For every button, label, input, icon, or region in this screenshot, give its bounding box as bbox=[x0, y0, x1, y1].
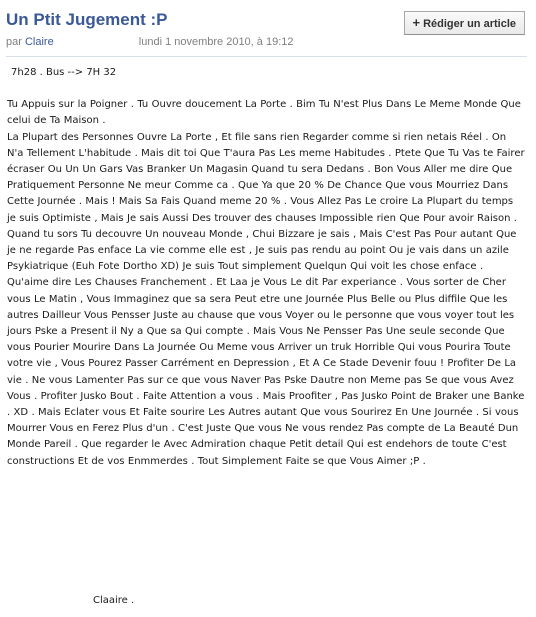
redacted-area bbox=[54, 35, 136, 47]
note-header bbox=[0, 0, 536, 56]
note-body bbox=[7, 65, 525, 470]
paragraph-1: Tu Appuis sur la Poigner . Tu Ouvre doucement La Porte . Bim Tu N'est Plus Dans Le Meme Monde Que celui de Ta Maison . bbox=[7, 99, 521, 127]
header-divider bbox=[6, 56, 527, 57]
byline-prefix: par bbox=[6, 36, 22, 48]
note-byline bbox=[6, 35, 294, 48]
paragraph-2: La Plupart des Personnes Ouvre La Porte , Et file sans rien Regarder comme si rien netais Réel . On N'a Tellement L'habitude . Mais dit toi Que T'aura Pas Les meme Habitudes . Ptete Que Tu Vas te Fairer écraser Ou Un Un Gars Vas Branker Un Magasin Quand tu sera Dedans . Bon Vous Aller me dire Que Pratiquement Personne Ne meur Comme ca . Que Ya que 20 % De Chance Que vous Mourriez Dans Cette Journée . Mais ! Mais Sa Fais Quand meme 20 % . Vous Allez Pas Le croire La Plupart du temps je suis Optimiste , Mais Je sais Aussi Des trouver des chauses Impossible rien Que Pour avoir Raison . Quand tu sors Tu decouvre Un nouveau Monde , Chui Bizzare je sais , Mais C'est Pas Pour autant Que je ne regarde Pas enface La vie comme elle est , Je suis pas rendu au point Ou je vais dans un azile Psykiatrique (Euh Fote Dortho XD) Je suis Tout simplement Quelqun Qui voit les chose enface . Qu'aime dire Les Chauses Franchement . Et Laa je Vous Le dit Par experiance . Vous sorter de Cher vous Le Matin , Vous Immaginez que sa sera Peut etre une Journée Plus Belle ou Plus diffile Que les autres Dailleur Vous Pensser Juste au chause que vous Voyer ou le personne que vous voyer tout les jours Pske a Present il Ny a Que sa Qui compte . Mais Vous Ne Pensser Pas Une seule seconde Que vous Pourier Mourire Dans La Journée Ou Meme vous Arriver un truk Horrible Qui vous Pourira Toute votre vie , Vous Pourez Passer Carrément en Depression , Et A Ce Stade Devenir fouu ! Profiter De La vie . Ne vous Lamenter Pas sur ce que vous Naver Pas Pske Dautre non Meme pas Se que vous Avez Vous . Profiter Jusko Bout . Faite Attention a vous . Mais Proofiter , Pas Jusko Point de Braker une Banke . XD . Mais Eclater vous Et Faite sourire Les Autres autant Que vous Sourirez En Une Journée . Si vous Mourrer Vous en Ferez Plus d'un . C'est Juste Que vous Ne vous rendez Pas compte de La Beauté Dun Monde Pareil . Que regarder le Avec Admiration chaque Petit detail Qui est endehors de toute C'est constructions Et de vos Enmmerdes . Tout Simplement Faite se que Vous Aimer ;P . bbox=[7, 131, 525, 467]
write-article-button[interactable] bbox=[404, 11, 525, 35]
note-title[interactable]: Un Ptit Jugement :P bbox=[6, 10, 168, 29]
write-article-label: Rédiger un article bbox=[423, 18, 516, 30]
plus-icon: + bbox=[412, 15, 421, 30]
note-date: lundi 1 novembre 2010, à 19:12 bbox=[138, 36, 294, 48]
author-link[interactable]: Claire bbox=[24, 36, 54, 48]
note-signature: Claaire . bbox=[93, 595, 135, 606]
note-subtitle: 7h28 . Bus --> 7H 32 bbox=[11, 67, 117, 78]
